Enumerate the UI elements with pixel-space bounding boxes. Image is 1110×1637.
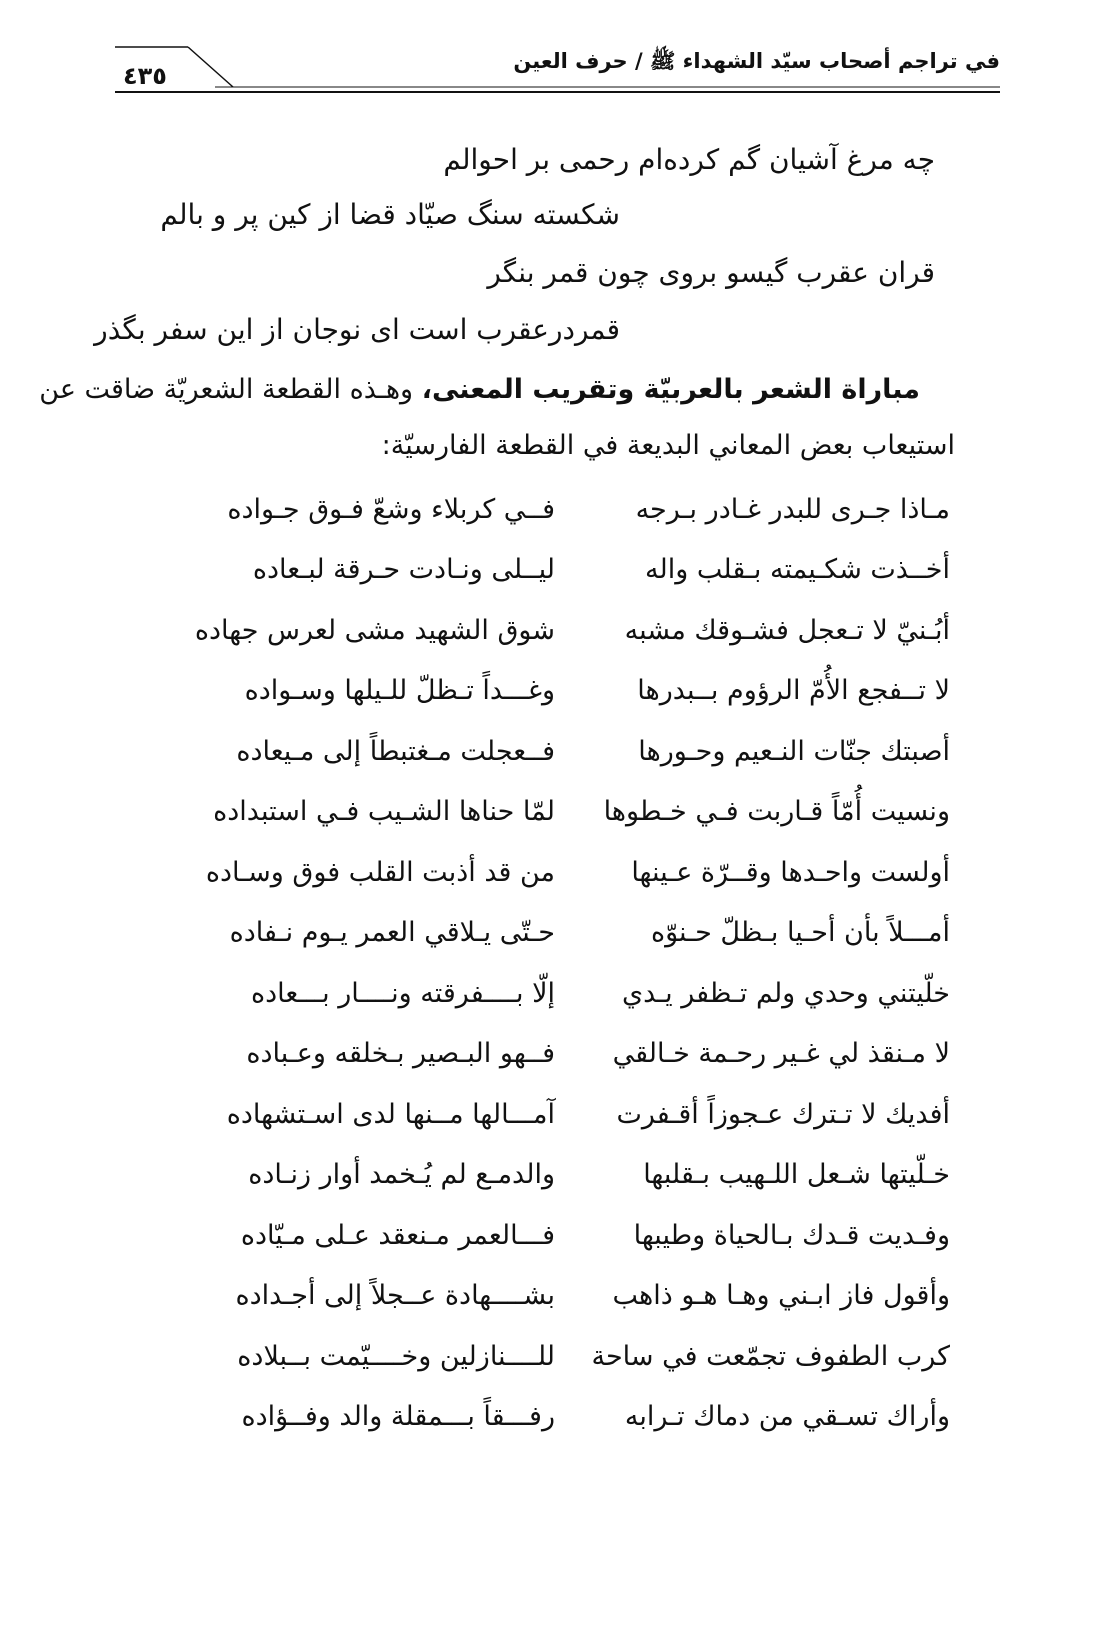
running-title: في تراجم أصحاب سيّد الشهداء ﷺ / حرف العين xyxy=(513,49,1000,73)
verse-8-first: أمـــلاً بأن أحـيا بـظلّ حـنوّه xyxy=(650,917,950,948)
verse-5-first: أصبتك جنّات النـعيم وحـورها xyxy=(638,736,950,767)
persian-verse-2: شكسته سنگ صيّاد قضا از كين پر و بالم xyxy=(160,198,620,231)
verse-8-second: حـتّى يـلاقي العمر يـوم نـفاده xyxy=(229,917,555,948)
verse-7-second: من قد أذبت القلب فوق وسـاده xyxy=(205,857,555,888)
persian-verse-4: قمردرعقرب است اى نوجان از اين سفر بگذر xyxy=(94,313,620,346)
verse-15-second: للــــنازلين وخــــيّمت بــبلاده xyxy=(237,1341,555,1372)
verse-10-second: فــهو البـصير بـخلقه وعـباده xyxy=(246,1038,555,1069)
verse-2-second: ليــلى ونـادت حـرقة لبـعاده xyxy=(252,554,555,585)
verse-12-first: خـلّيتها شـعل اللـهيب بـقلبها xyxy=(643,1159,950,1190)
prose-line-1-rest: وهـذه القطعة الشعريّة ضاقت عن xyxy=(39,374,422,405)
verse-6-second: لمّا حناها الشـيب فـي استبداده xyxy=(213,796,555,827)
verse-7-first: أولست واحـدها وقــرّة عـينها xyxy=(631,857,950,888)
verse-14-second: بشــــهادة عــجلاً إلى أجـداده xyxy=(235,1280,555,1311)
page-header xyxy=(115,40,1000,100)
prose-bold-heading: مباراة الشعر بالعربيّة وتقريب المعنى، xyxy=(421,374,920,405)
verse-3-second: شوق الشهيد مشى لعرس جهاده xyxy=(194,615,555,646)
verse-9-second: إلّا بــــفرقته ونــــار بـــعاده xyxy=(250,978,555,1009)
prose-line-1 xyxy=(39,370,920,410)
persian-verse-3: قران عقرب گيسو بروى چون قمر بنگر xyxy=(487,256,935,289)
verse-2-first: أخــذت شكـيمته بـقلب واله xyxy=(645,554,950,585)
verse-16-second: رفـــقاً بـــمقلة والد وفــؤاده xyxy=(241,1401,555,1432)
verse-4-first: لا تــفجع الأُمّ الرؤوم بــبدرها xyxy=(637,675,950,706)
verse-3-first: أبُـنيّ لا تـعجل فشـوقك مشبه xyxy=(624,615,950,646)
verse-10-first: لا مـنقذ لي غـير رحـمة خـالقي xyxy=(612,1038,950,1069)
verse-1-second: فــي كربلاء وشعّ فـوق جـواده xyxy=(227,494,555,525)
verse-11-second: آمـــالها مــنها لدى اسـتشهاده xyxy=(226,1099,555,1130)
persian-verse-1: چه مرغ آشيان گم كرده‌ام رحمى بر احوالم xyxy=(443,143,935,176)
verse-1-first: مـاذا جـرى للبدر غـادر بـرجه xyxy=(635,494,950,525)
verse-13-second: فـــالعمر مـنعقد عـلى مـيّاده xyxy=(240,1220,555,1251)
verse-12-second: والدمـع لم يُـخمد أوار زنـاده xyxy=(248,1159,555,1190)
verse-13-first: وفـديت قـدك بـالحياة وطيبها xyxy=(633,1220,950,1251)
verse-16-first: وأراك تسـقي من دماك تـرابه xyxy=(624,1401,950,1432)
verse-15-first: كرب الطفوف تجمّعت في ساحة xyxy=(591,1341,950,1372)
verse-11-first: أفديك لا تـترك عـجوزاً أقـفرت xyxy=(616,1099,950,1130)
verse-9-first: خلّيتني وحدي ولم تـظفر يـدي xyxy=(621,978,950,1009)
verse-14-first: وأقول فاز ابـني وهـا هـو ذاهب xyxy=(612,1280,950,1311)
verse-4-second: وغـــداً تـظلّ للـيلها وسـواده xyxy=(244,675,555,706)
prose-line-2: استيعاب بعض المعاني البديعة في القطعة الفارسيّة: xyxy=(381,430,955,461)
verse-6-first: ونسيت أُمّاً قـاربت فـي خـطوها xyxy=(603,796,950,827)
page-number: ٤٣٥ xyxy=(123,62,167,90)
verse-5-second: فــعجلت مـغتبطاً إلى مـيعاده xyxy=(236,736,555,767)
